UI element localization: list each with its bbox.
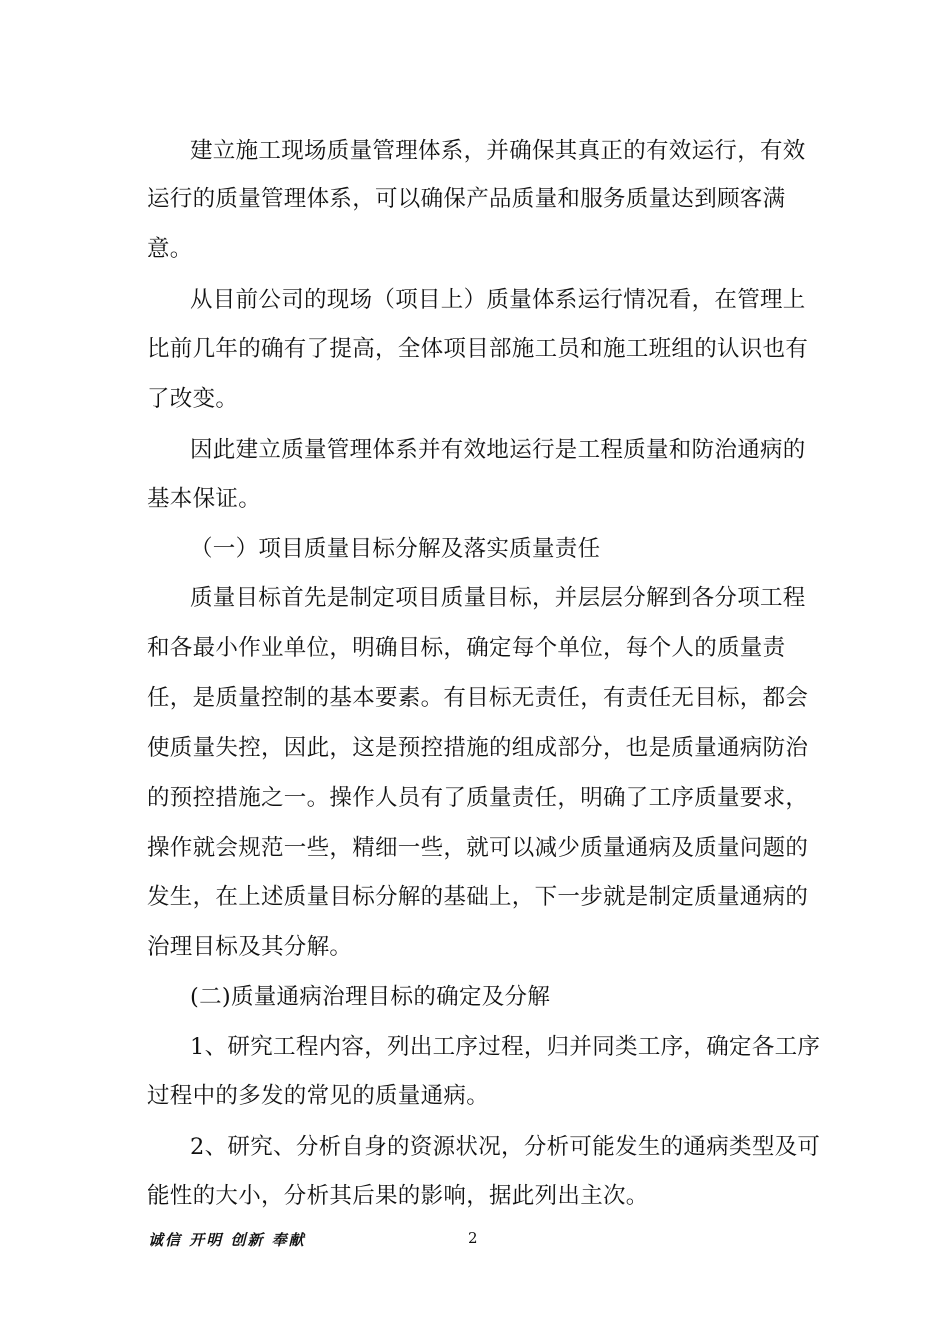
text-line: 使质量失控，因此，这是预控措施的组成部分，也是质量通病防治 <box>147 735 809 761</box>
section-heading: (二)质量通病治理目标的确定及分解 <box>190 984 551 1010</box>
text-line: 意。 <box>147 236 193 262</box>
text-line: 了改变。 <box>147 386 239 412</box>
footer-motto: 诚信 开明 创新 奉献 <box>148 1231 306 1249</box>
text-line: 操作就会规范一些，精细一些，就可以减少质量通病及质量问题的 <box>147 835 809 861</box>
text-line: 任，是质量控制的基本要素。有目标无责任，有责任无目标，都会 <box>147 685 809 711</box>
page-number: 2 <box>468 1229 478 1247</box>
text-line: 的预控措施之一。操作人员有了质量责任，明确了工序质量要求， <box>147 785 809 811</box>
text-line: 比前几年的确有了提高，全体项目部施工员和施工班组的认识也有 <box>147 336 809 362</box>
text-line: 能性的大小，分析其后果的影响，据此列出主次。 <box>147 1183 649 1209</box>
text-line: 治理目标及其分解。 <box>147 934 353 960</box>
text-line: 运行的质量管理体系，可以确保产品质量和服务质量达到顾客满 <box>147 186 786 212</box>
text-line: 从目前公司的现场（项目上）质量体系运行情况看，在管理上 <box>190 287 806 313</box>
text-line: 和各最小作业单位，明确目标，确定每个单位，每个人的质量责 <box>147 635 786 661</box>
text-line: 发生，在上述质量目标分解的基础上，下一步就是制定质量通病的 <box>147 884 809 910</box>
text-line: 过程中的多发的常见的质量通病。 <box>147 1083 490 1109</box>
text-line: 基本保证。 <box>147 486 262 512</box>
text-line: 建立施工现场质量管理体系，并确保其真正的有效运行，有效 <box>190 138 806 164</box>
text-line: 质量目标首先是制定项目质量目标，并层层分解到各分项工程 <box>190 585 806 611</box>
text-line: 2、研究、分析自身的资源状况，分析可能发生的通病类型及可 <box>190 1134 821 1160</box>
text-line: 因此建立质量管理体系并有效地运行是工程质量和防治通病的 <box>190 437 806 463</box>
section-heading: （一）项目质量目标分解及落实质量责任 <box>190 536 601 562</box>
text-line: 1、研究工程内容，列出工序过程，归并同类工序，确定各工序 <box>190 1034 821 1060</box>
